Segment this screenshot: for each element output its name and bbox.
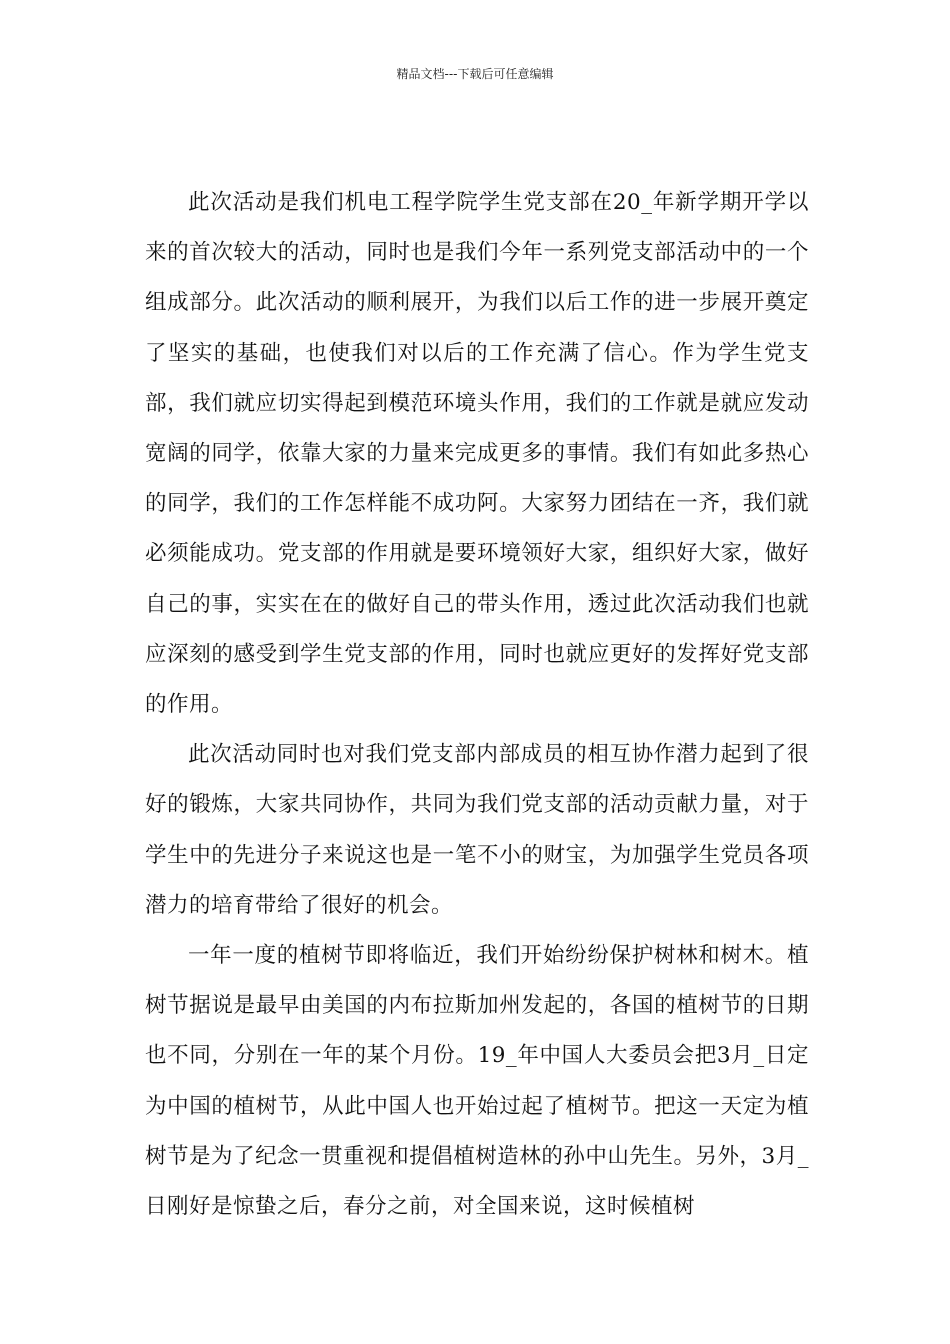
paragraph-activity-summary: 此次活动是我们机电工程学院学生党支部在20_年新学期开学以来的首次较大的活动，同时也是我们今年一系列党支部活动中的一个组成部分。此次活动的顺利展开，为我们以后工作的进一步展开奠定了坚实的基础，也使我们对以后的工作充满了信心。作为学生党支部，我们就应切实得起到模范环境头作用，我们的工作就是就应发动宽阔的同学，依靠大家的力量来完成更多的事情。我们有如此多热心的同学，我们的工作怎样能不成功阿。大家努力团结在一齐，我们就必须能成功。党支部的作用就是要环境领好大家，组织好大家，做好自己的事，实实在在的做好自己的带头作用，透过此次活动我们也就应深刻的感受到学生党支部的作用，同时也就应更好的发挥好党支部的作用。 [145,190,809,718]
paragraph-arbor-day: 一年一度的植树节即将临近，我们开始纷纷保护树林和树木。植树节据说是最早由美国的内布拉斯加州发起的，各国的植树节的日期也不同，分别在一年的某个月份。19_年中国人大委员会把3月_日定为中国的植树节，从此中国人也开始过起了植树节。把这一天定为植树节是为了纪念一贯重视和提倡植树造林的孙中山先生。另外，3月_日刚好是惊蛰之后，春分之前，对全国来说，这时候植树 [145,943,809,1220]
page-header: 精品文档---下载后可任意编辑 [396,67,554,81]
document-body [145,178,809,1232]
paragraph-teamwork: 此次活动同时也对我们党支部内部成员的相互协作潜力起到了很好的锻炼，大家共同协作，共同为我们党支部的活动贡献力量，对于学生中的先进分子来说这也是一笔不小的财宝，为加强学生党员各项潜力的培育带给了很好的机会。 [145,742,809,918]
